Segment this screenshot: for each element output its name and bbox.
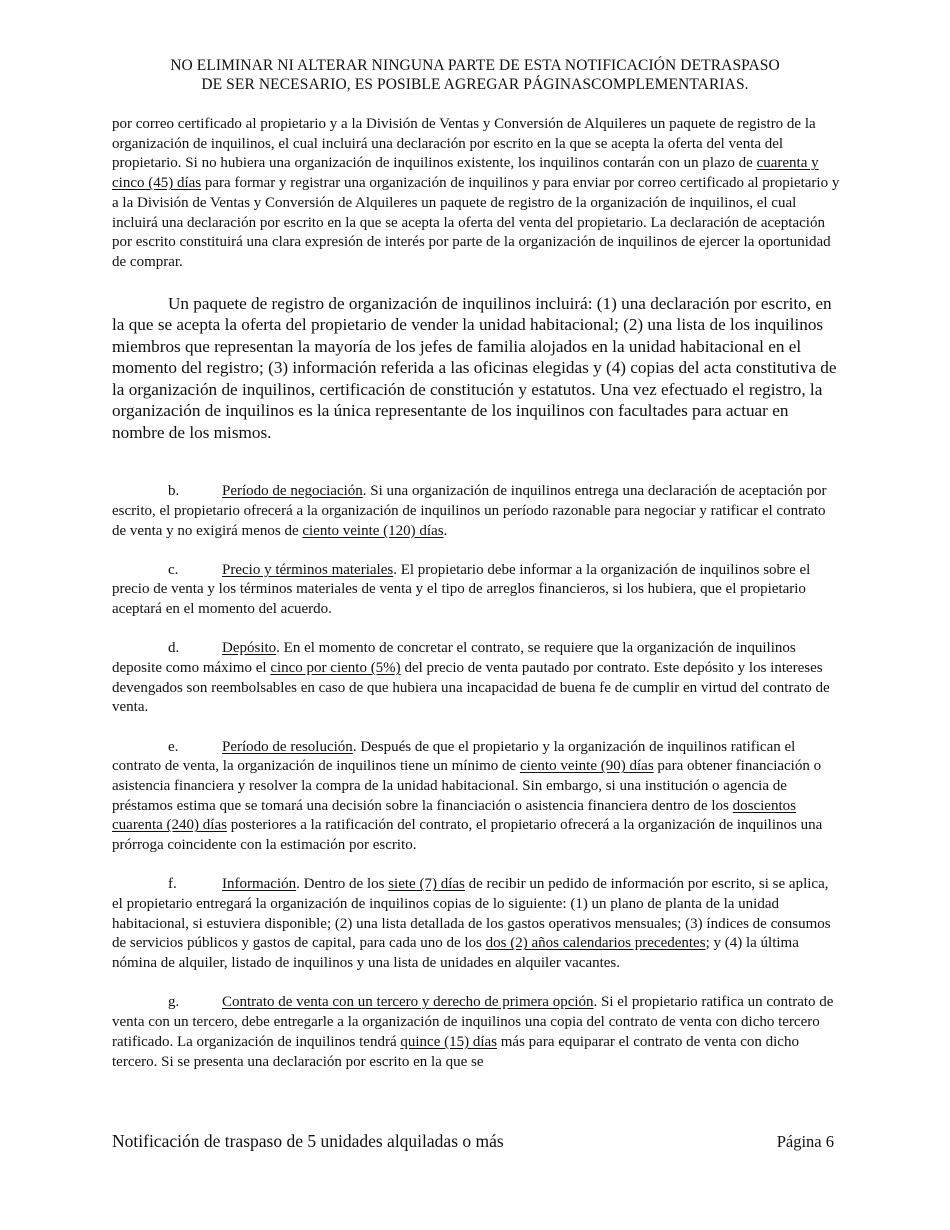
section-title: Contrato de venta con un tercero y derecho de primera opción	[222, 994, 594, 1011]
section-letter: f.	[168, 876, 177, 893]
header-line-2: DE SER NECESARIO, ES POSIBLE AGREGAR PÁGINASCOMPLEMENTARIAS.	[201, 76, 749, 93]
section-b-negotiation-period: b. Período de negociación. Si una organización de inquilinos entrega una declaración de aceptación por escrito, el propietario ofrecerá a la organización de inquilinos un período razonable para negociar y ratificar el contrato de venta y no exigirá menos de ciento veinte (120) días.	[112, 483, 827, 539]
document-body	[112, 115, 842, 1092]
deadline-45-days: cuarenta y cinco (45) días	[112, 155, 819, 192]
section-title: Información	[222, 876, 297, 893]
section-title: Período de resolución	[222, 738, 353, 755]
section-title: Depósito	[222, 640, 277, 657]
section-f-information: f. Información. Dentro de los siete (7) días de recibir un pedido de información por escrito, si se aplica, el propietario entregará la organización de inquilinos copias de lo siguiente: (1) un plano de planta de la unidad habitacional, si estuviera disponible; (2) una lista detallada de los gastos operativos mensuales; (3) índices de consumos de servicios públicos y gastos de capital, para cada uno de los dos (2) años calendarios precedentes; y (4) la última nómina de alquiler, listado de inquilinos y una lista de unidades en alquiler vacantes.	[112, 876, 831, 972]
page-header	[100, 56, 850, 94]
section-title: Período de negociación	[222, 483, 363, 500]
page-footer	[112, 1131, 834, 1152]
page-number: Página 6	[776, 1132, 834, 1151]
intro-paragraph-continued: por correo certificado al propietario y a la División de Ventas y Conversión de Alquileres un paquete de registro de la organización de inquilinos, el cual incluirá una declaración por escrito en la que se acepta la oferta del venta del propietario. Si no hubiera una organización de inquilinos existente, los inquilinos contarán con un plazo de cuarenta y cinco (45) días para formar y registrar una organización de inquilinos y para enviar por correo certificado al propietario y a la División de Ventas y Conversión de Alquileres un paquete de registro de la organización de inquilinos, el cual incluirá una declaración por escrito en la que se acepta la oferta del venta del propietario. La declaración de aceptación por escrito constituirá una clara expresión de interés por parte de la organización de inquilinos de ejercer la oportunidad de comprar.	[112, 116, 840, 270]
footer-document-title: Notificación de traspaso de 5 unidades alquiladas o más	[112, 1131, 504, 1151]
section-c-price-terms: c. Precio y términos materiales. El propietario debe informar a la organización de inquilinos sobre el precio de venta y los términos materiales de venta y el tipo de arreglos financieros, si los hubiera, que el propietario aceptará en el momento del acuerdo.	[112, 561, 811, 618]
section-letter: g.	[168, 994, 180, 1011]
section-letter: d.	[168, 640, 180, 657]
section-e-resolution-period: e. Período de resolución. Después de que el propietario y la organización de inquilinos ratifican el contrato de venta, la organización de inquilinos tiene un mínimo de ciento veinte (90) días para obtener financiación o asistencia financiera y resolver la compra de la unidad habitacional. Sin embargo, si una institución o agencia de préstamos estima que se tomará una decisión sobre la financiación o asistencia financiera dentro de los doscientos cuarenta (240) días posteriores a la ratificación del contrato, el propietario ofrecerá a la organización de inquilinos una prórroga coincidente con la estimación por escrito.	[112, 738, 823, 854]
section-letter: c.	[168, 561, 179, 578]
section-letter: e.	[168, 738, 179, 755]
section-d-deposit: d. Depósito. En el momento de concretar el contrato, se requiere que la organización de inquilinos deposite como máximo el cinco por ciento (5%) del precio de venta pautado por contrato. Este depósito y los intereses devengados son reembolsables en caso de que hubiera una incapacidad de buena fe de cumplir en virtud del contrato de venta.	[112, 640, 830, 716]
section-g-third-party-contract: g. Contrato de venta con un tercero y derecho de primera opción. Si el propietario ratifica un contrato de venta con un tercero, debe entregarle a la organización de inquilinos una copia del contrato de venta con dicho tercero ratificado. La organización de inquilinos tendrá quince (15) días más para equiparar el contrato de venta con dicho tercero. Si se presenta una declaración por escrito en la que se	[112, 994, 834, 1070]
section-title: Precio y términos materiales	[222, 561, 394, 578]
registration-package-paragraph: Un paquete de registro de organización de inquilinos incluirá: (1) una declaración por escrito, en la que se acepta la oferta del propietario de vender la unidad habitacional; (2) una lista de los inquilinos miembros que representan la mayoría de los jefes de familia alojados en la unidad habitacional en el momento del registro; (3) información referida a las oficinas elegidas y (4) copias del acta constitutiva de la organización de inquilinos, certificación de constitución y estatutos. Una vez efectuado el registro, la organización de inquilinos es la única representante de los inquilinos con facultades para actuar en nombre de los mismos.	[112, 293, 837, 442]
header-line-1: NO ELIMINAR NI ALTERAR NINGUNA PARTE DE ESTA NOTIFICACIÓN DETRASPASO	[170, 57, 780, 74]
section-letter: b.	[168, 483, 180, 500]
